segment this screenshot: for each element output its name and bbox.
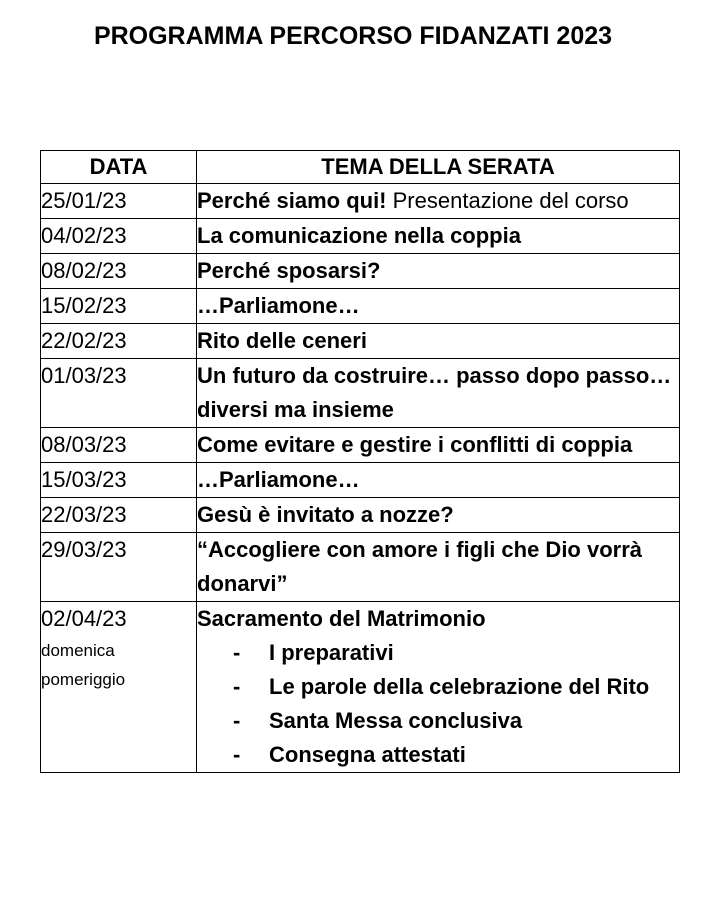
topic-bold: Perché siamo qui! xyxy=(197,188,387,213)
dash-marker: - xyxy=(233,742,241,767)
row-topic: “Accogliere con amore i figli che Dio vorrà donarvi” xyxy=(197,533,680,602)
list-item xyxy=(197,636,679,670)
date-value: 02/04/23 xyxy=(41,606,127,631)
row-date: 15/03/23 xyxy=(41,463,197,498)
table-row xyxy=(41,254,680,289)
table-header-row xyxy=(41,151,680,184)
dash-marker: - xyxy=(233,674,241,699)
row-date xyxy=(41,602,197,773)
row-topic: Gesù è invitato a nozze? xyxy=(197,498,680,533)
row-date: 22/02/23 xyxy=(41,324,197,359)
list-item xyxy=(197,704,679,738)
table-row xyxy=(41,498,680,533)
row-date: 01/03/23 xyxy=(41,359,197,428)
table-row xyxy=(41,463,680,498)
row-date: 08/03/23 xyxy=(41,428,197,463)
row-date: 15/02/23 xyxy=(41,289,197,324)
list-item-text: I preparativi xyxy=(269,640,394,665)
dash-marker: - xyxy=(233,708,241,733)
row-topic: Perché sposarsi? xyxy=(197,254,680,289)
table-row xyxy=(41,428,680,463)
row-topic: …Parliamone… xyxy=(197,463,680,498)
table-row xyxy=(41,219,680,254)
topic-rest: Presentazione del corso xyxy=(386,188,629,213)
header-topic: TEMA DELLA SERATA xyxy=(197,151,680,184)
row-topic: La comunicazione nella coppia xyxy=(197,219,680,254)
table-row xyxy=(41,324,680,359)
table-row xyxy=(41,533,680,602)
topic-list xyxy=(197,636,679,772)
row-date: 08/02/23 xyxy=(41,254,197,289)
topic-heading: Sacramento del Matrimonio xyxy=(197,606,486,631)
table-row xyxy=(41,602,680,773)
program-table xyxy=(40,150,680,773)
row-topic: …Parliamone… xyxy=(197,289,680,324)
row-date: 25/01/23 xyxy=(41,184,197,219)
table-row xyxy=(41,184,680,219)
table-row xyxy=(41,289,680,324)
page-title: PROGRAMMA PERCORSO FIDANZATI 2023 xyxy=(93,22,613,50)
row-date: 29/03/23 xyxy=(41,533,197,602)
row-topic: Come evitare e gestire i conflitti di coppia xyxy=(197,428,680,463)
header-date: DATA xyxy=(41,151,197,184)
row-date: 04/02/23 xyxy=(41,219,197,254)
date-note: pomeriggio xyxy=(41,670,126,689)
table-row xyxy=(41,359,680,428)
list-item-text: Santa Messa conclusiva xyxy=(269,708,523,733)
row-topic xyxy=(197,602,680,773)
list-item xyxy=(197,670,679,704)
row-topic: Rito delle ceneri xyxy=(197,324,680,359)
dash-marker: - xyxy=(233,640,241,665)
row-date: 22/03/23 xyxy=(41,498,197,533)
row-topic: Un futuro da costruire… passo dopo passo… diversi ma insieme xyxy=(197,359,680,428)
list-item xyxy=(197,738,679,772)
date-note: domenica xyxy=(41,641,115,660)
list-item-text: Le parole della celebrazione del Rito xyxy=(269,674,650,699)
list-item-text: Consegna attestati xyxy=(269,742,466,767)
row-topic xyxy=(197,184,680,219)
